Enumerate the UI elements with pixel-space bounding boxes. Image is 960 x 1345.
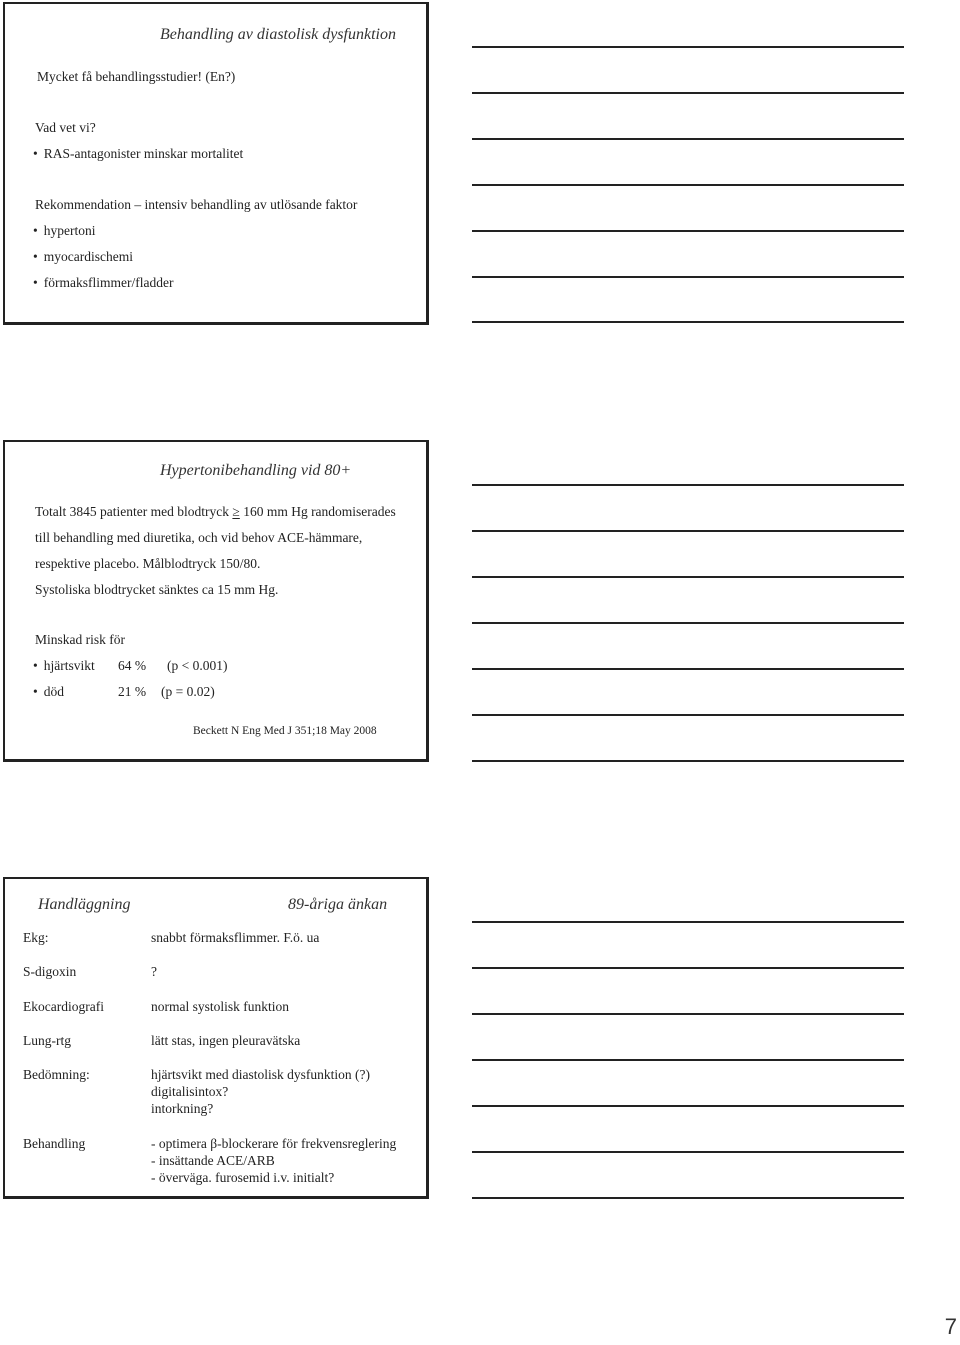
note-line (472, 576, 904, 578)
bullet-item: • förmaksflimmer/fladder (33, 275, 173, 291)
row-value: - optimera β-blockerare för frekvensreglering (151, 1136, 397, 1151)
bullet-item: • RAS-antagonister minskar mortalitet (33, 146, 243, 162)
note-line (472, 760, 904, 762)
row-value: - insättande ACE/ARB (151, 1153, 275, 1168)
note-line (472, 530, 904, 532)
slide-title: Handläggning (38, 896, 131, 913)
page-number: 7 (944, 1314, 957, 1339)
row-value: - överväga. furosemid i.v. initialt? (151, 1170, 335, 1185)
row-value: intorkning? (151, 1101, 214, 1116)
note-line (472, 46, 904, 48)
geq-symbol: ≥ (232, 504, 240, 519)
row-value: ? (151, 964, 157, 979)
slide-subtitle: 89-åriga änkan (288, 896, 388, 913)
note-line (472, 1151, 904, 1153)
note-line (472, 622, 904, 624)
note-line (472, 1197, 904, 1199)
row-label: Bedömning: (23, 1067, 90, 1082)
slide-text: Minskad risk för (35, 632, 125, 647)
risk-p: (p < 0.001) (167, 658, 228, 673)
slide-text: Mycket få behandlingsstudier! (En?) (37, 69, 236, 84)
slide-text: Rekommendation – intensiv behandling av utlösande faktor (35, 197, 358, 212)
slide-text: till behandling med diuretika, och vid behov ACE-hämmare, (35, 530, 363, 545)
bullet-item: • hypertoni (33, 223, 95, 239)
risk-label: • hjärtsvikt (33, 658, 95, 674)
slide-text: Vad vet vi? (35, 120, 96, 135)
note-line (472, 276, 904, 278)
risk-value: 64 % (118, 658, 147, 673)
note-line (472, 1105, 904, 1107)
note-line (472, 484, 904, 486)
row-label: Behandling (23, 1136, 86, 1151)
row-label: S-digoxin (23, 964, 77, 979)
slide-text (35, 504, 396, 520)
row-value: snabbt förmaksflimmer. F.ö. ua (151, 930, 320, 945)
risk-value: 21 % (118, 684, 147, 699)
risk-p: (p = 0.02) (161, 684, 215, 699)
row-value: hjärtsvikt med diastolisk dysfunktion (?) (151, 1067, 370, 1082)
row-label: Lung-rtg (23, 1033, 71, 1048)
slide-3 (3, 877, 429, 1199)
row-value: lätt stas, ingen pleuravätska (151, 1033, 301, 1048)
risk-label: • död (33, 684, 64, 700)
reference: Beckett N Eng Med J 351;18 May 2008 (193, 725, 377, 737)
note-line (472, 92, 904, 94)
bullet-item: • myocardischemi (33, 249, 133, 265)
slide-text: Systoliska blodtrycket sänktes ca 15 mm Hg. (35, 582, 279, 597)
note-line (472, 230, 904, 232)
row-value: normal systolisk funktion (151, 999, 289, 1014)
slide-2 (3, 440, 429, 762)
row-label: Ekocardiografi (23, 999, 104, 1014)
paragraph-fragment: 160 mm Hg randomiserades (243, 504, 396, 519)
note-line (472, 921, 904, 923)
row-value: digitalisintox? (151, 1084, 229, 1099)
paragraph-fragment: Totalt 3845 patienter med blodtryck (35, 504, 230, 519)
slide-title: Behandling av diastolisk dysfunktion (160, 26, 396, 43)
slide-title: Hypertonibehandling vid 80+ (160, 462, 352, 479)
slide-text: respektive placebo. Målblodtryck 150/80. (35, 556, 261, 571)
note-line (472, 321, 904, 323)
note-line (472, 138, 904, 140)
row-label: Ekg: (23, 930, 49, 945)
note-line (472, 1059, 904, 1061)
slide-1 (3, 2, 429, 325)
note-line (472, 967, 904, 969)
note-line (472, 668, 904, 670)
note-line (472, 714, 904, 716)
note-line (472, 184, 904, 186)
note-line (472, 1013, 904, 1015)
